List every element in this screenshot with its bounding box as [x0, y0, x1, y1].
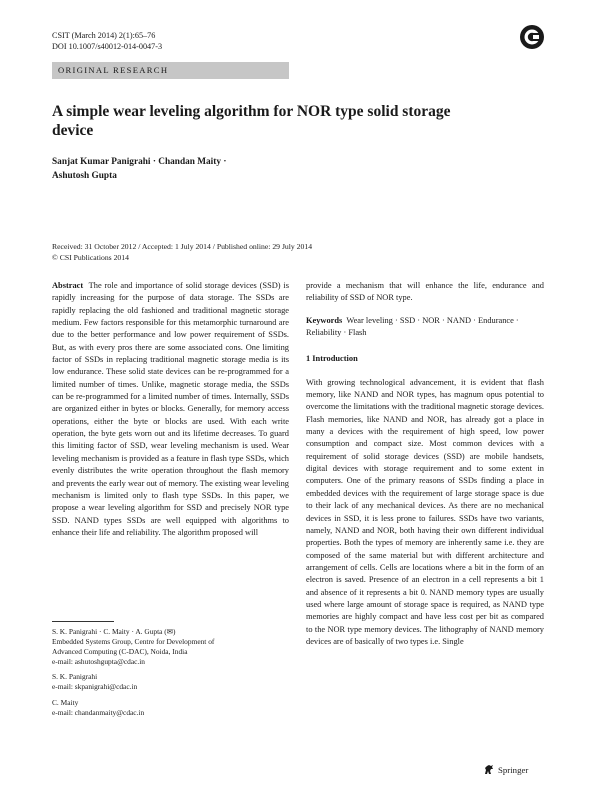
affiliations: [52, 627, 289, 723]
footnote-divider: [52, 621, 114, 622]
copyright-line: © CSI Publications 2014: [52, 252, 129, 262]
affiliation-email[interactable]: e-mail: chandanmaity@cdac.in: [52, 707, 145, 717]
affiliation-block: [52, 672, 289, 692]
affiliation-block: [52, 698, 289, 718]
title-line-1: A simple wear leveling algorithm for NOR type solid storage: [52, 103, 451, 120]
article-history: [52, 242, 502, 263]
publisher-mark: [483, 764, 528, 775]
keywords-text: Wear leveling · SSD · NOR · NAND · Endurance · Reliability · Flash: [306, 315, 519, 338]
affiliation-org: Advanced Computing (C-DAC), Noida, India: [52, 647, 188, 657]
doi: DOI 10.1007/s40012-014-0047-3: [52, 42, 163, 51]
authors-line-2: Ashutosh Gupta: [52, 171, 117, 181]
keywords-label: Keywords: [306, 315, 343, 325]
affiliation-group: Embedded Systems Group, Centre for Development of: [52, 637, 215, 647]
keywords: [306, 315, 544, 340]
abstract-continuation: provide a mechanism that will enhance the life, endurance and reliability of SSD of NOR type.: [306, 281, 544, 303]
dates-line: Received: 31 October 2012 / Accepted: 1 July 2014 / Published online: 29 July 2014: [52, 242, 313, 251]
springer-horse-icon: [483, 764, 495, 775]
author-list: [52, 155, 352, 183]
crossmark-icon[interactable]: [519, 24, 545, 50]
section-label: ORIGINAL RESEARCH: [52, 62, 289, 79]
affiliation-email[interactable]: e-mail: ashutoshgupta@cdac.in: [52, 657, 146, 667]
authors-line-1: Sanjat Kumar Panigrahi · Chandan Maity ·: [52, 157, 227, 167]
affiliation-author: C. Maity: [52, 697, 79, 707]
title-line-2: device: [52, 122, 94, 139]
paper-title: [52, 102, 522, 140]
affiliation-authors: S. K. Panigrahi · C. Maity · A. Gupta (✉): [52, 627, 176, 636]
journal-issue: CSIT (March 2014) 2(1):65–76: [52, 31, 156, 40]
affiliation-block: [52, 627, 289, 667]
introduction-text: With growing technological advancement, it is evident that flash memory, like NAND and NOR types, has magnum opus potential to overcome the limitations with the traditional magnetic storage devices. Flash memories, like NAND and NOR, has already got a place in many a devices with the requirement of high speed, low power consumption and compact size. Most common devices with a requirement of solid storage devices (SSD) are mobile handsets, digital devices with storage requirement and to some extent in computers. One of the primary reasons of SSDs finding a place in embedded devices with the requirement of large storage space is due to their lack of any mechanical devices. As there are no mechanical devices in SSD, it is less prone to failures. SSDs have two variants, namely, NAND and NOR, both having their own different individual properties. Both the types of memory are inherently same i.e. they are composed of the same material but with different architecture and arrangement of cells. Cells are locations where a bit in the form of an electron is saved. Presence of an electron in a cell represents a bit 1 and absence of it represents a bit 0. NAND memory types are usually used where large amount of storage space is required, as NAND type memories are highly compact and have less cost per bit as compared to the NOR type memory devices. The lithography of NAND memory devices are of basically of two types i.e. Single: [306, 377, 544, 646]
affiliation-email[interactable]: e-mail: skpanigrahi@cdac.in: [52, 682, 138, 692]
abstract-text: The role and importance of solid storage devices (SSD) is rapidly increasing for the purpose of data storage. The SSDs are rapidly replacing the old fashioned and traditional magnetic storage medium. Few factors responsible for this metamorphic turnaround are due to the better performance and low power requirement of SSDs. But, as with every pros there are some associated cons. One limiting factor of SSDs in replacing traditional magnetic storage media is its low endurance. These solid state devices can be re-programmed for a limited number of times. Unlike, magnetic storage media, the SSDs can be re-programmed for a limited number of times. Internally, SSDs are organized either in bytes or blocks. Generally, for memory access operations, either the byte or blocks are used. With each write operation, the byte gets worn out and its lifetime decreases. To guard this limiting factor of SSD, wear leveling mechanism is used. Wear leveling mechanism is provided as a feature in flash type SSDs, which evenly distributes the write operation throughout the flash memory and prevents the early wear out of memory. The existing wear leveling mechanism is limited only to flash type SSDs. In this paper, we propose a wear leveling algorithm for SSD and precisely NOR type SSD. NAND types SSDs are well equipped with algorithms to enhance their life and reliability. The algorithm proposed will: [52, 281, 289, 537]
section-heading: 1 Introduction: [306, 354, 358, 364]
right-column: [306, 280, 544, 648]
publisher-name: Springer: [498, 764, 529, 775]
left-column: [52, 280, 289, 539]
affiliation-author: S. K. Panigrahi: [52, 672, 98, 682]
abstract: [52, 280, 289, 539]
journal-citation: [52, 30, 162, 52]
abstract-label: Abstract: [52, 281, 84, 290]
